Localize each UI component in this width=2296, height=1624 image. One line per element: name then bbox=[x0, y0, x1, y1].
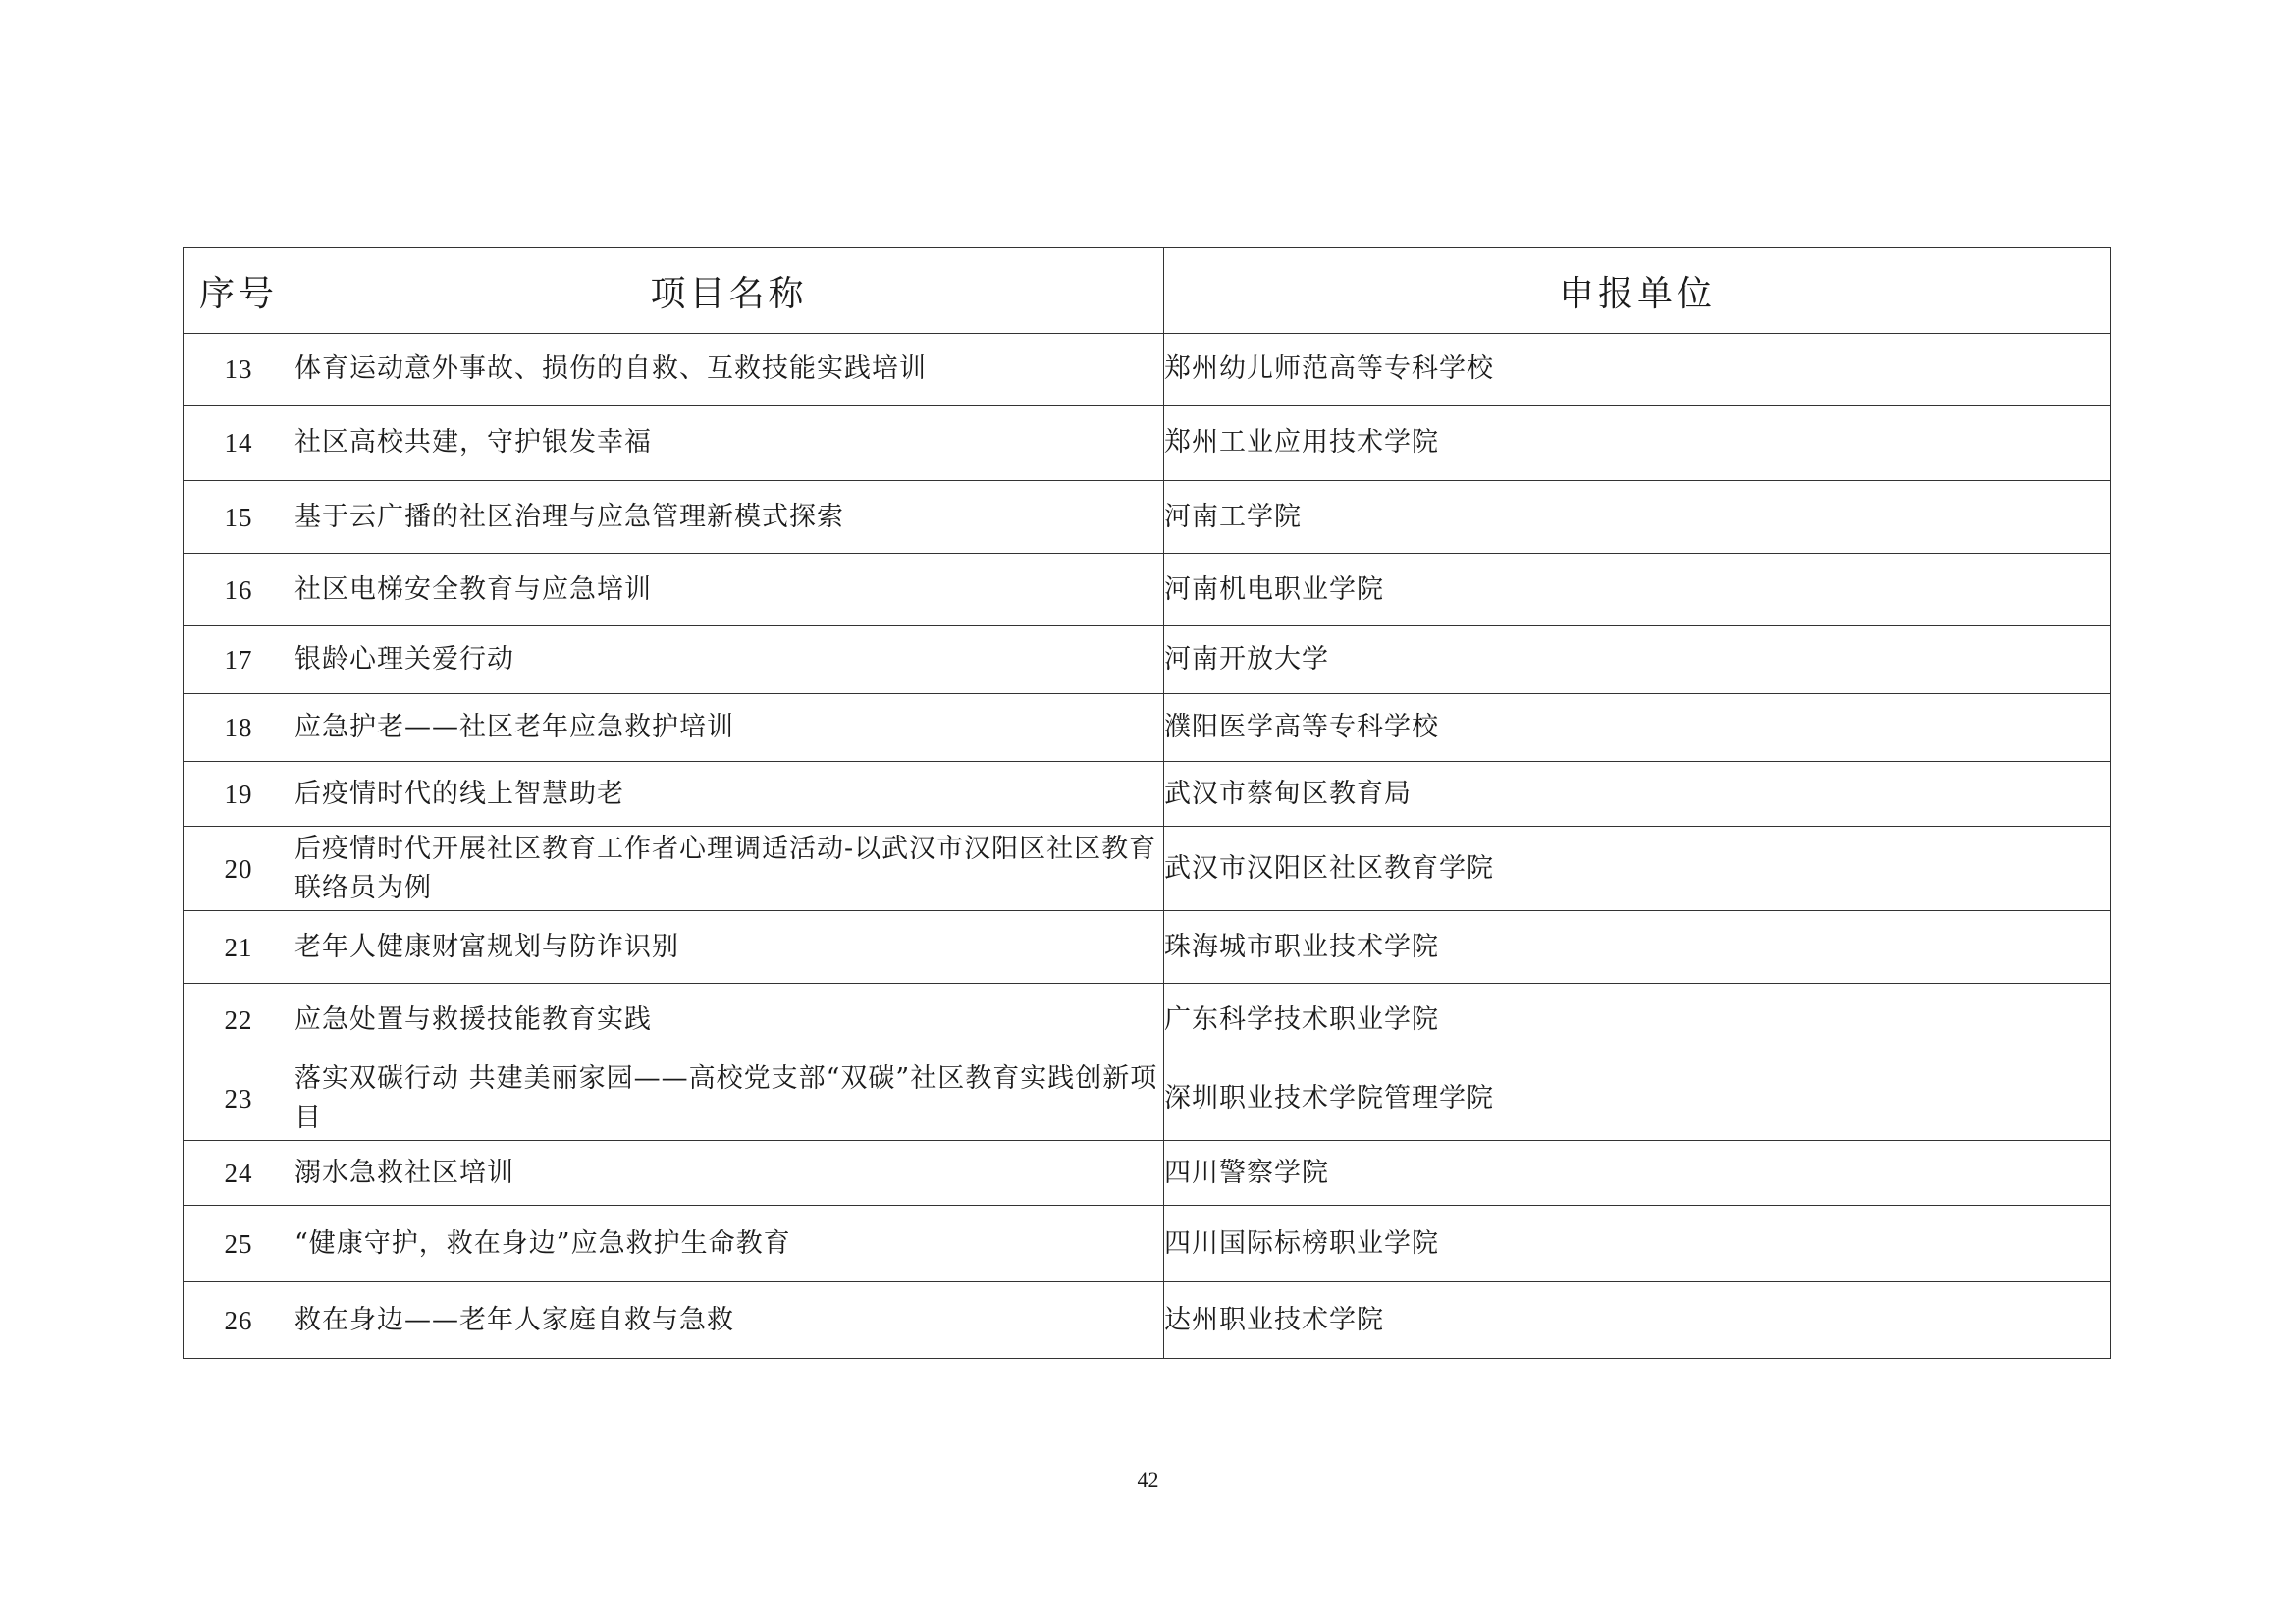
row-number: 22 bbox=[184, 984, 294, 1056]
project-name-cell: 落实双碳行动 共建美丽家园——高校党支部“双碳”社区教育实践创新项目 bbox=[294, 1056, 1164, 1141]
project-name-cell: 应急处置与救援技能教育实践 bbox=[294, 984, 1164, 1056]
table-row bbox=[184, 554, 2111, 626]
table-row bbox=[184, 762, 2111, 827]
row-number: 16 bbox=[184, 554, 294, 626]
applicant-unit-cell: 武汉市蔡甸区教育局 bbox=[1164, 762, 2111, 827]
project-name-cell: 社区高校共建，守护银发幸福 bbox=[294, 406, 1164, 481]
table-body bbox=[184, 334, 2111, 1359]
row-number: 14 bbox=[184, 406, 294, 481]
project-table bbox=[183, 247, 2111, 1359]
row-number: 21 bbox=[184, 911, 294, 984]
table-row bbox=[184, 1056, 2111, 1141]
applicant-unit-cell: 河南开放大学 bbox=[1164, 626, 2111, 694]
project-name-cell: 银龄心理关爱行动 bbox=[294, 626, 1164, 694]
project-name-cell: 基于云广播的社区治理与应急管理新模式探索 bbox=[294, 481, 1164, 554]
applicant-unit-cell: 郑州幼儿师范高等专科学校 bbox=[1164, 334, 2111, 406]
table-row bbox=[184, 626, 2111, 694]
project-name-cell: 老年人健康财富规划与防诈识别 bbox=[294, 911, 1164, 984]
applicant-unit-cell: 河南机电职业学院 bbox=[1164, 554, 2111, 626]
row-number: 15 bbox=[184, 481, 294, 554]
applicant-unit-cell: 濮阳医学高等专科学校 bbox=[1164, 694, 2111, 762]
applicant-unit-cell: 广东科学技术职业学院 bbox=[1164, 984, 2111, 1056]
table-row bbox=[184, 827, 2111, 911]
row-number: 24 bbox=[184, 1141, 294, 1206]
row-number: 20 bbox=[184, 827, 294, 911]
table-row bbox=[184, 334, 2111, 406]
table-row bbox=[184, 694, 2111, 762]
row-number: 26 bbox=[184, 1282, 294, 1359]
project-name-cell: 溺水急救社区培训 bbox=[294, 1141, 1164, 1206]
applicant-unit-cell: 郑州工业应用技术学院 bbox=[1164, 406, 2111, 481]
table-row bbox=[184, 1282, 2111, 1359]
project-name-cell: 社区电梯安全教育与应急培训 bbox=[294, 554, 1164, 626]
applicant-unit-cell: 四川警察学院 bbox=[1164, 1141, 2111, 1206]
applicant-unit-cell: 达州职业技术学院 bbox=[1164, 1282, 2111, 1359]
table-header-row bbox=[184, 248, 2111, 334]
row-number: 25 bbox=[184, 1206, 294, 1282]
row-number: 23 bbox=[184, 1056, 294, 1141]
project-name-cell: “健康守护，救在身边”应急救护生命教育 bbox=[294, 1206, 1164, 1282]
project-name-cell: 后疫情时代开展社区教育工作者心理调适活动-以武汉市汉阳区社区教育联络员为例 bbox=[294, 827, 1164, 911]
row-number: 13 bbox=[184, 334, 294, 406]
header-applicant-unit: 申报单位 bbox=[1164, 248, 2111, 334]
table-row bbox=[184, 984, 2111, 1056]
project-name-cell: 后疫情时代的线上智慧助老 bbox=[294, 762, 1164, 827]
header-number: 序号 bbox=[184, 248, 294, 334]
table-row bbox=[184, 406, 2111, 481]
table-row bbox=[184, 911, 2111, 984]
table-row bbox=[184, 1206, 2111, 1282]
project-name-cell: 救在身边——老年人家庭自救与急救 bbox=[294, 1282, 1164, 1359]
applicant-unit-cell: 武汉市汉阳区社区教育学院 bbox=[1164, 827, 2111, 911]
row-number: 19 bbox=[184, 762, 294, 827]
applicant-unit-cell: 四川国际标榜职业学院 bbox=[1164, 1206, 2111, 1282]
project-name-cell: 应急护老——社区老年应急救护培训 bbox=[294, 694, 1164, 762]
applicant-unit-cell: 河南工学院 bbox=[1164, 481, 2111, 554]
page-number: 42 bbox=[1137, 1467, 1159, 1491]
table-row bbox=[184, 481, 2111, 554]
header-project-name: 项目名称 bbox=[294, 248, 1164, 334]
table-row bbox=[184, 1141, 2111, 1206]
row-number: 18 bbox=[184, 694, 294, 762]
project-name-cell: 体育运动意外事故、损伤的自救、互救技能实践培训 bbox=[294, 334, 1164, 406]
applicant-unit-cell: 深圳职业技术学院管理学院 bbox=[1164, 1056, 2111, 1141]
row-number: 17 bbox=[184, 626, 294, 694]
applicant-unit-cell: 珠海城市职业技术学院 bbox=[1164, 911, 2111, 984]
